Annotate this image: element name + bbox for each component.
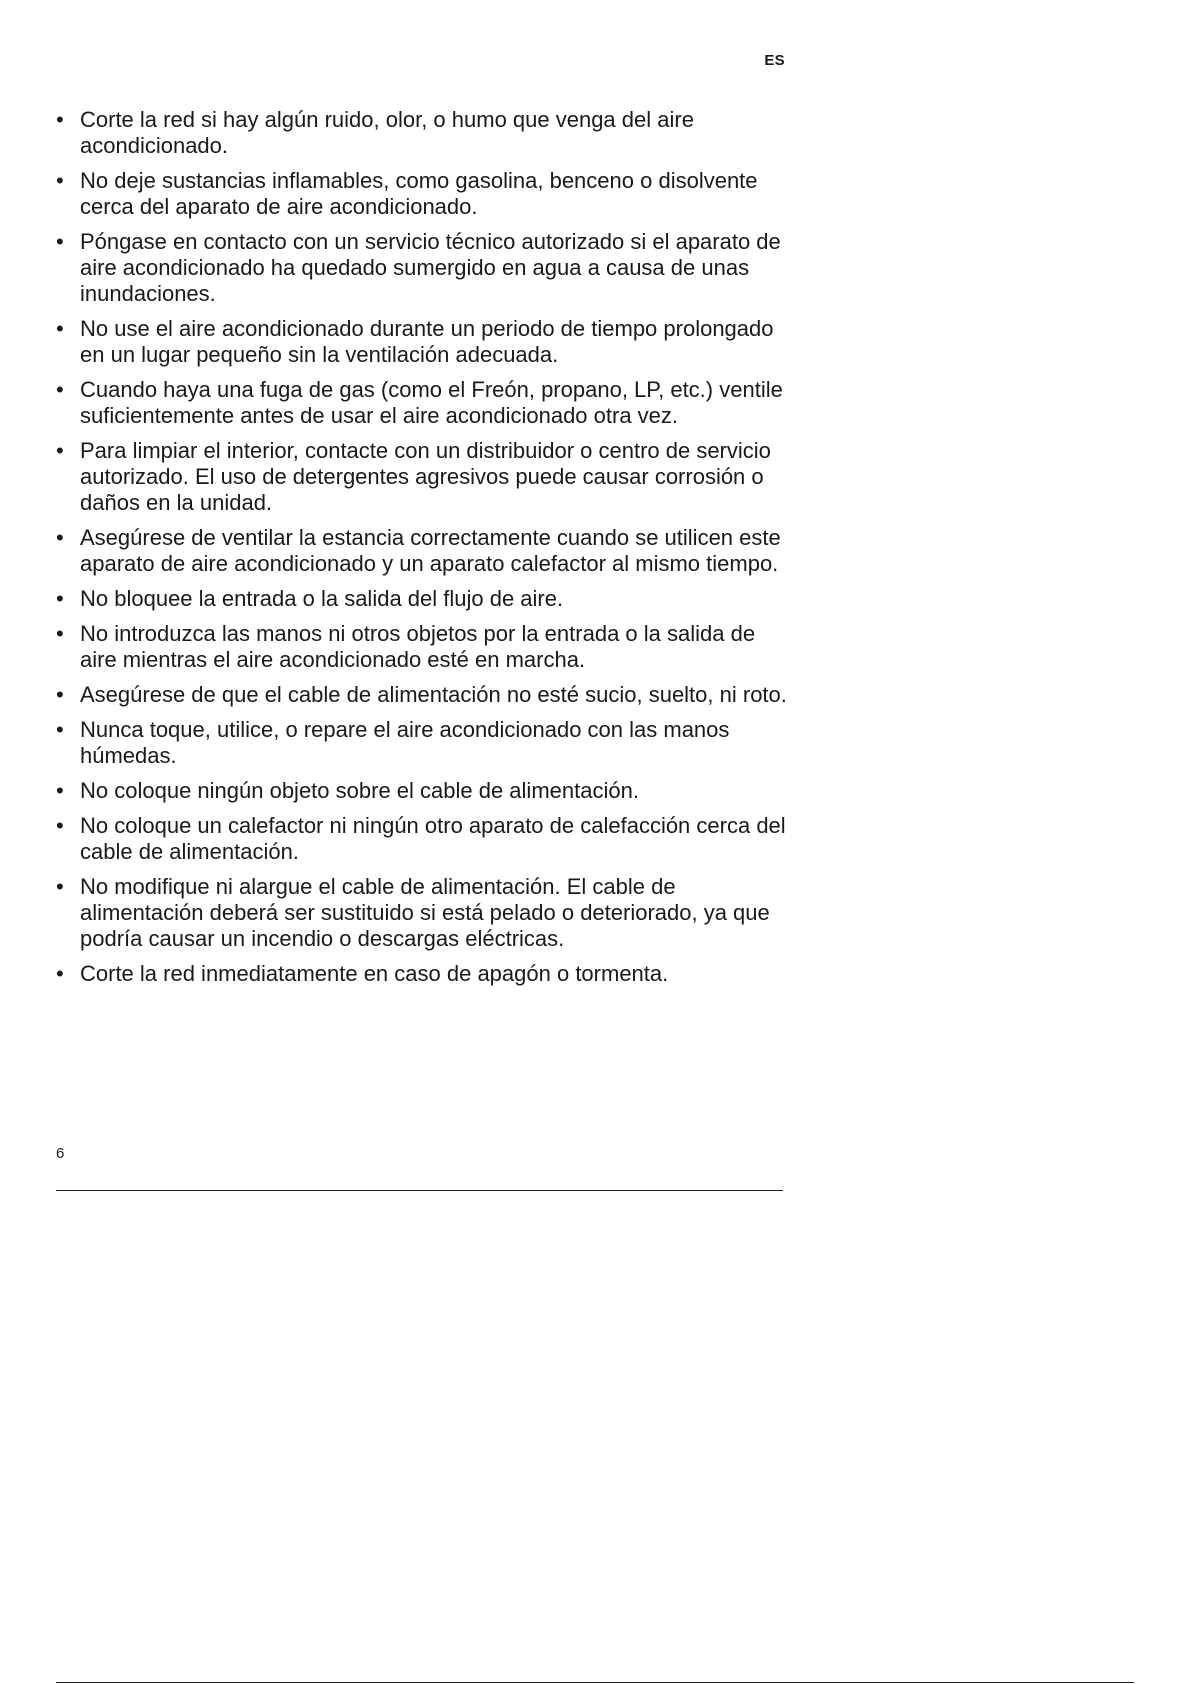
bullet-icon: • — [56, 717, 64, 742]
bullet-icon: • — [56, 621, 64, 646]
language-code: ES — [764, 52, 785, 69]
bullet-icon: • — [56, 813, 64, 838]
list-item — [56, 525, 789, 577]
list-item-text: No coloque un calefactor ni ningún otro aparato de calefacción cerca del cable de alimentación. — [80, 813, 786, 864]
list-item — [56, 316, 789, 368]
list-item-text: Cuando haya una fuga de gas (como el Freón, propano, LP, etc.) ventile suficientemente antes de usar el aire acondicionado otra vez. — [80, 377, 783, 428]
list-item-text: No introduzca las manos ni otros objetos por la entrada o la salida de aire mientras el aire acondicionado esté en marcha. — [80, 621, 756, 672]
list-item — [56, 107, 789, 159]
list-item — [56, 778, 789, 804]
bullet-icon: • — [56, 229, 64, 254]
bullet-icon: • — [56, 438, 64, 463]
page-bottom-divider — [56, 1682, 1134, 1683]
list-item — [56, 717, 789, 769]
list-item-text: No bloquee la entrada o la salida del flujo de aire. — [80, 586, 564, 611]
list-item-text: No use el aire acondicionado durante un periodo de tiempo prolongado en un lugar pequeño sin la ventilación adecuada. — [80, 316, 774, 367]
bullet-icon: • — [56, 168, 64, 193]
page-divider — [56, 1190, 783, 1191]
list-item-text: Nunca toque, utilice, o repare el aire acondicionado con las manos húmedas. — [80, 717, 730, 768]
list-item — [56, 621, 789, 673]
bullet-icon: • — [56, 586, 64, 611]
list-item — [56, 874, 789, 952]
list-item-text: Póngase en contacto con un servicio técnico autorizado si el aparato de aire acondicionado ha quedado sumergido en agua a causa de unas inundaciones. — [80, 229, 781, 306]
list-item-text: No modifique ni alargue el cable de alimentación. El cable de alimentación deberá ser sustituido si está pelado o deteriorado, ya que podría causar un incendio o descargas eléctricas. — [80, 874, 770, 951]
list-item-text: Asegúrese de que el cable de alimentación no esté sucio, suelto, ni roto. — [80, 682, 787, 707]
list-item-text: Asegúrese de ventilar la estancia correctamente cuando se utilicen este aparato de aire acondicionado y un aparato calefactor al mismo tiempo. — [80, 525, 781, 576]
page-number: 6 — [56, 1145, 65, 1162]
list-item — [56, 961, 789, 987]
bullet-icon: • — [56, 874, 64, 899]
bullet-icon: • — [56, 107, 64, 132]
safety-instructions-list — [56, 107, 789, 996]
list-item — [56, 377, 789, 429]
list-item — [56, 682, 789, 708]
bullet-icon: • — [56, 525, 64, 550]
bullet-icon: • — [56, 778, 64, 803]
list-item-text: Corte la red si hay algún ruido, olor, o humo que venga del aire acondicionado. — [80, 107, 694, 158]
list-item-text: No coloque ningún objeto sobre el cable de alimentación. — [80, 778, 639, 803]
list-item — [56, 586, 789, 612]
list-item — [56, 438, 789, 516]
bullet-icon: • — [56, 316, 64, 341]
bullet-icon: • — [56, 961, 64, 986]
list-item — [56, 813, 789, 865]
bullet-icon: • — [56, 377, 64, 402]
list-item-text: Para limpiar el interior, contacte con un distribuidor o centro de servicio autorizado. El uso de detergentes agresivos puede causar corrosión o daños en la unidad. — [80, 438, 771, 515]
list-item — [56, 168, 789, 220]
list-item-text: Corte la red inmediatamente en caso de apagón o tormenta. — [80, 961, 669, 986]
list-item-text: No deje sustancias inflamables, como gasolina, benceno o disolvente cerca del aparato de aire acondicionado. — [80, 168, 758, 219]
bullet-icon: • — [56, 682, 64, 707]
list-item — [56, 229, 789, 307]
